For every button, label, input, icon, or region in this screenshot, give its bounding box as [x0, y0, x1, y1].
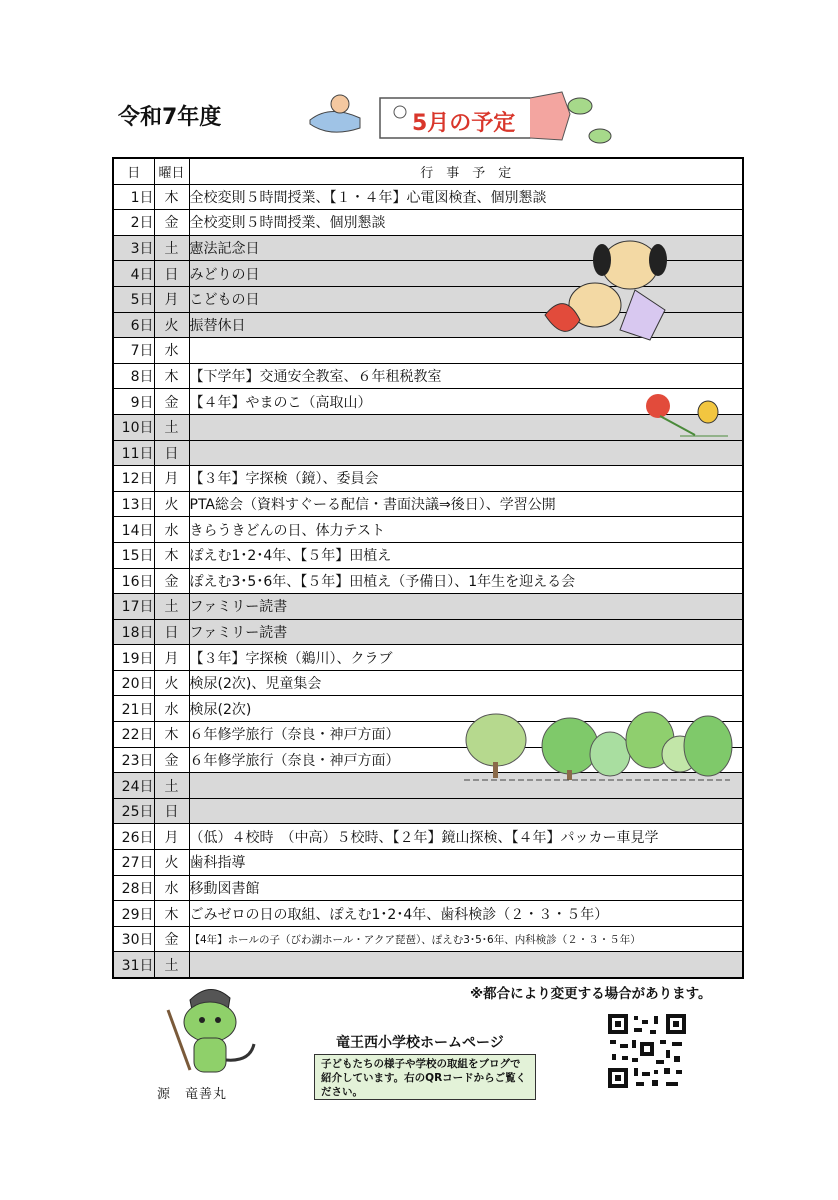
- row-event: 憲法記念日: [189, 235, 743, 261]
- header-events: 行 事 予 定: [189, 158, 743, 184]
- row-date: 6日: [113, 312, 154, 338]
- table-row: [113, 466, 743, 492]
- row-event: きらうきどんの日、体力テスト: [189, 517, 743, 543]
- row-date: 26日: [113, 824, 154, 850]
- row-date: 31日: [113, 952, 154, 978]
- row-date: 10日: [113, 414, 154, 440]
- row-event: （低）４校時 （中高）５校時、【２年】鏡山探検、【４年】パッカー車見学: [189, 824, 743, 850]
- table-row: [113, 184, 743, 210]
- row-event: [189, 798, 743, 824]
- row-event: [189, 952, 743, 978]
- row-weekday: 日: [154, 619, 189, 645]
- koinobori-banner-illustration: [300, 84, 620, 156]
- dogs-illustration: [540, 220, 670, 350]
- row-weekday: 金: [154, 568, 189, 594]
- table-row: [113, 926, 743, 952]
- table-row: [113, 824, 743, 850]
- row-date: 19日: [113, 645, 154, 671]
- table-row: [113, 798, 743, 824]
- row-date: 7日: [113, 338, 154, 364]
- table-row: [113, 491, 743, 517]
- row-event: ぽえむ3･5･6年、【５年】田植え（予備日）、1年生を迎える会: [189, 568, 743, 594]
- row-date: 8日: [113, 363, 154, 389]
- row-weekday: 土: [154, 952, 189, 978]
- row-event: [189, 440, 743, 466]
- row-weekday: 木: [154, 363, 189, 389]
- row-event: 振替休日: [189, 312, 743, 338]
- row-event: PTA総会（資料すぐーる配信・書面決議⇒後日）、学習公開: [189, 491, 743, 517]
- row-weekday: 土: [154, 594, 189, 620]
- row-date: 25日: [113, 798, 154, 824]
- flower-bird-illustration: [640, 390, 730, 440]
- row-event: ごみゼロの日の取組、ぽえむ1･2･4年、歯科検診（２・３・５年）: [189, 901, 743, 927]
- row-weekday: 水: [154, 696, 189, 722]
- row-weekday: 火: [154, 312, 189, 338]
- row-date: 18日: [113, 619, 154, 645]
- row-event: 全校変則５時間授業、【１・４年】心電図検査、個別懇談: [189, 184, 743, 210]
- row-weekday: 火: [154, 491, 189, 517]
- row-weekday: 土: [154, 414, 189, 440]
- homepage-title: 竜王西小学校ホームページ: [336, 1035, 504, 1051]
- table-row: [113, 901, 743, 927]
- row-date: 9日: [113, 389, 154, 415]
- row-event: ６年修学旅行（奈良・神戸方面）: [189, 747, 743, 773]
- table-row: [113, 517, 743, 543]
- row-date: 3日: [113, 235, 154, 261]
- table-row: [113, 568, 743, 594]
- homepage-description: 子どもたちの様子や学校の取組をブログで紹介しています。右のQRコードからご覧ください。: [314, 1054, 536, 1100]
- table-row: [113, 594, 743, 620]
- row-weekday: 月: [154, 645, 189, 671]
- row-date: 29日: [113, 901, 154, 927]
- row-date: 1日: [113, 184, 154, 210]
- table-row: [113, 670, 743, 696]
- row-date: 5日: [113, 286, 154, 312]
- row-weekday: 日: [154, 261, 189, 287]
- row-date: 4日: [113, 261, 154, 287]
- row-date: 28日: [113, 875, 154, 901]
- row-date: 21日: [113, 696, 154, 722]
- row-date: 12日: [113, 466, 154, 492]
- row-date: 13日: [113, 491, 154, 517]
- row-weekday: 月: [154, 824, 189, 850]
- row-weekday: 金: [154, 210, 189, 236]
- table-header-row: [113, 158, 743, 184]
- mascot-illustration: [150, 980, 260, 1080]
- trees-illustration: [462, 708, 734, 784]
- row-weekday: 木: [154, 901, 189, 927]
- row-weekday: 木: [154, 542, 189, 568]
- table-row: [113, 542, 743, 568]
- qr-code-icon[interactable]: [606, 1012, 688, 1090]
- row-weekday: 日: [154, 798, 189, 824]
- row-weekday: 水: [154, 338, 189, 364]
- row-date: 15日: [113, 542, 154, 568]
- row-event: 検尿(2次): [189, 696, 743, 722]
- header-weekday: 曜日: [154, 158, 189, 184]
- row-date: 30日: [113, 926, 154, 952]
- row-date: 2日: [113, 210, 154, 236]
- row-event: 【３年】字探検（鵜川）、クラブ: [189, 645, 743, 671]
- row-event: 移動図書館: [189, 875, 743, 901]
- row-event: 【４年】やまのこ（高取山）: [189, 389, 743, 415]
- row-weekday: 水: [154, 517, 189, 543]
- row-event: ６年修学旅行（奈良・神戸方面）: [189, 722, 743, 748]
- row-event: 検尿(2次)、児童集会: [189, 670, 743, 696]
- row-date: 17日: [113, 594, 154, 620]
- row-weekday: 木: [154, 184, 189, 210]
- row-weekday: 木: [154, 722, 189, 748]
- row-event: こどもの日: [189, 286, 743, 312]
- table-row: [113, 875, 743, 901]
- table-row: [113, 645, 743, 671]
- row-date: 23日: [113, 747, 154, 773]
- row-date: 14日: [113, 517, 154, 543]
- table-row: [113, 440, 743, 466]
- fiscal-year-title: 令和7年度: [118, 105, 222, 130]
- row-date: 22日: [113, 722, 154, 748]
- row-event: 【4年】ホールの子（びわ湖ホール・アクア琵琶）、ぽえむ3･5･6年、内科検診（２・３・５年）: [189, 926, 743, 952]
- row-event: 全校変則５時間授業、個別懇談: [189, 210, 743, 236]
- banner-text: 5月の予定: [412, 111, 516, 136]
- row-event: 【下学年】交通安全教室、６年租税教室: [189, 363, 743, 389]
- header-date: 日: [113, 158, 154, 184]
- row-weekday: 土: [154, 773, 189, 799]
- table-row: [113, 850, 743, 876]
- row-date: 20日: [113, 670, 154, 696]
- table-row: [113, 619, 743, 645]
- row-event: ファミリー読書: [189, 619, 743, 645]
- row-weekday: 金: [154, 389, 189, 415]
- row-weekday: 月: [154, 466, 189, 492]
- row-date: 24日: [113, 773, 154, 799]
- row-date: 11日: [113, 440, 154, 466]
- row-weekday: 水: [154, 875, 189, 901]
- row-event: みどりの日: [189, 261, 743, 287]
- row-weekday: 日: [154, 440, 189, 466]
- row-event: ファミリー読書: [189, 594, 743, 620]
- table-row: [113, 363, 743, 389]
- row-event: ぽえむ1･2･4年、【５年】田植え: [189, 542, 743, 568]
- row-date: 27日: [113, 850, 154, 876]
- row-weekday: 火: [154, 850, 189, 876]
- row-event: 歯科指導: [189, 850, 743, 876]
- mascot-name: 源 竜善丸: [157, 1087, 228, 1102]
- row-weekday: 月: [154, 286, 189, 312]
- row-event: 【３年】字探検（鏡）、委員会: [189, 466, 743, 492]
- row-weekday: 火: [154, 670, 189, 696]
- change-notice: ※都合により変更する場合があります。: [470, 986, 712, 1002]
- row-weekday: 土: [154, 235, 189, 261]
- table-row: [113, 952, 743, 978]
- row-weekday: 金: [154, 926, 189, 952]
- row-date: 16日: [113, 568, 154, 594]
- row-weekday: 金: [154, 747, 189, 773]
